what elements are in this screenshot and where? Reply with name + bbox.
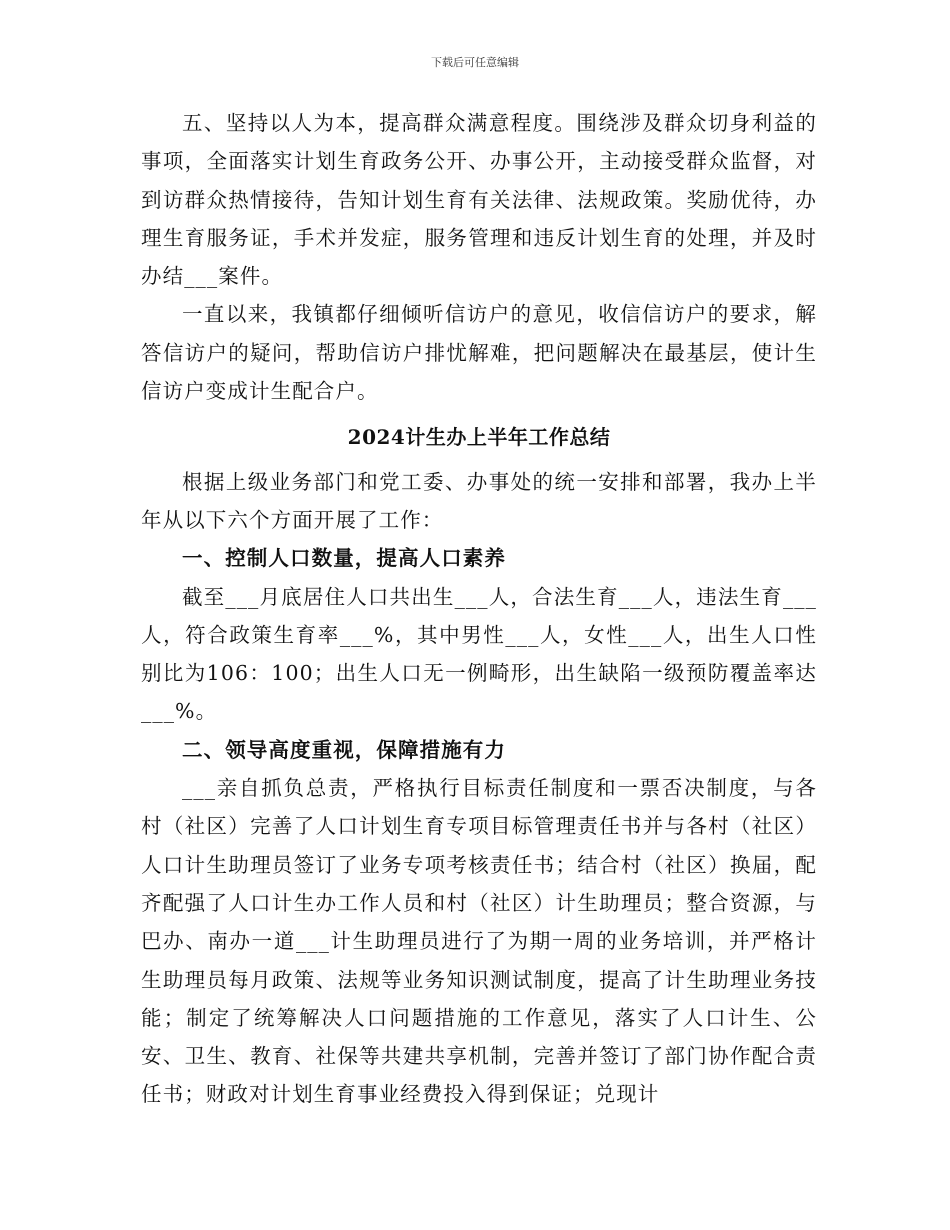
section-heading-2: 二、领导高度重视，保障措施有力	[182, 737, 506, 762]
paragraph-closing: 一直以来，我镇都仔细倾听信访户的意见，收信信访户的要求，解答信访户的疑问，帮助信访户排忧解难，把问题解决在最基层，使计生信访户变成计生配合户。	[141, 302, 817, 404]
document-body	[141, 104, 817, 1114]
page-header-note: 下载后可任意编辑	[431, 56, 519, 69]
paragraph-intro: 根据上级业务部门和党工委、办事处的统一安排和部署，我办上半年从以下六个方面开展了工作：	[141, 469, 817, 532]
document-title: 2024计生办上半年工作总结	[347, 425, 611, 450]
section-body-2: ___亲自抓负总责，严格执行目标责任制度和一票否决制度，与各村（社区）完善了人口计划生育专项目标管理责任书并与各村（社区）人口计生助理员签订了业务专项考核责任书；结合村（社区）换届，配齐配强了人口计生办工作人员和村（社区）计生助理员；整合资源，与巴办、南办一道___计生助理员进行了为期一周的业务培训，并严格计生助理员每月政策、法规等业务知识测试制度，提高了计生助理业务技能；制定了统筹解决人口问题措施的工作意见，落实了人口计生、公安、卫生、教育、社保等共建共享机制，完善并签订了部门协作配合责任书；财政对计划生育事业经费投入得到保证；兑现计	[141, 776, 817, 1107]
section-heading-1: 一、控制人口数量，提高人口素养	[182, 546, 506, 571]
section-body-1: 截至___月底居住人口共出生___人，合法生育___人，违法生育___人，符合政策生育率___%，其中男性___人，女性___人，出生人口性别比为106：100；出生人口无一例畸形，出生缺陷一级预防覆盖率达___%。	[141, 584, 817, 724]
paragraph-five: 五、坚持以人为本，提高群众满意程度。围绕涉及群众切身利益的事项，全面落实计划生育政务公开、办事公开，主动接受群众监督，对到访群众热情接待，告知计划生育有关法律、法规政策。奖励优待，办理生育服务证，手术并发症，服务管理和违反计划生育的处理，并及时办结___案件。	[141, 111, 817, 289]
